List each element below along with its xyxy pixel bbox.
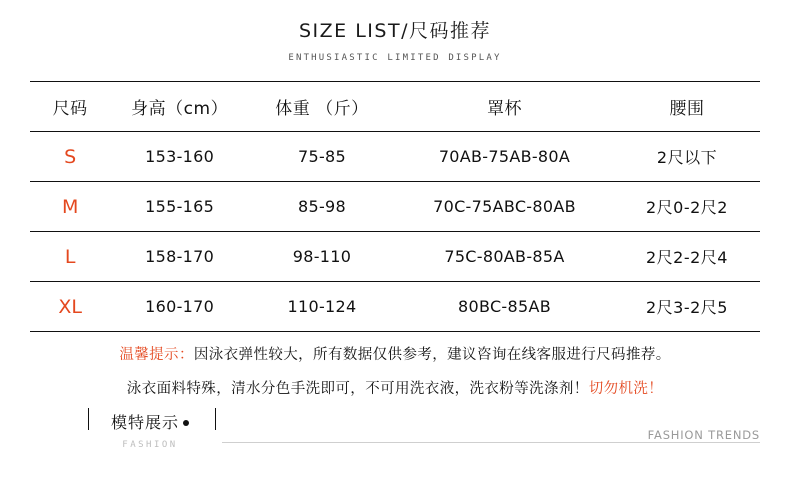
cell-height: 158-170 — [110, 232, 249, 282]
bullet-dot-icon — [183, 420, 189, 426]
cell-weight: 85-98 — [249, 182, 395, 232]
size-table-container — [30, 81, 760, 332]
cell-waist: 2尺2-2尺4 — [614, 232, 760, 282]
cell-height: 160-170 — [110, 282, 249, 332]
cell-cup: 80BC-85AB — [395, 282, 614, 332]
cell-cup: 75C-80AB-85A — [395, 232, 614, 282]
tip-line — [30, 345, 760, 365]
footer-brand: FASHION TRENDS — [640, 428, 760, 442]
column-header-height: 身高（cm） — [110, 82, 249, 132]
cell-weight: 98-110 — [249, 232, 395, 282]
column-header-waist: 腰围 — [614, 82, 760, 132]
cell-weight: 75-85 — [249, 132, 395, 182]
column-header-cup: 罩杯 — [395, 82, 614, 132]
table-row — [30, 232, 760, 282]
cell-waist: 2尺0-2尺2 — [614, 182, 760, 232]
cell-waist: 2尺3-2尺5 — [614, 282, 760, 332]
table-row — [30, 282, 760, 332]
cell-height: 153-160 — [110, 132, 249, 182]
care-line — [30, 379, 760, 399]
notes-section — [30, 345, 760, 400]
footer-bracket-left — [88, 408, 89, 430]
page-subtitle: ENTHUSIASTIC LIMITED DISPLAY — [288, 53, 502, 63]
size-table — [30, 81, 760, 332]
tip-text: 因泳衣弹性较大，所有数据仅供参考，建议咨询在线客服进行尺码推荐。 — [193, 347, 671, 363]
footer-divider — [222, 442, 760, 443]
cell-waist: 2尺以下 — [614, 132, 760, 182]
footer-section-label-cn — [90, 410, 210, 433]
cell-cup: 70C-75ABC-80AB — [395, 182, 614, 232]
footer — [0, 410, 790, 462]
cell-size: XL — [30, 282, 110, 332]
footer-bracket-right — [215, 408, 216, 430]
tip-label: 温馨提示： — [119, 347, 194, 363]
cell-weight: 110-124 — [249, 282, 395, 332]
care-text: 泳衣面料特殊，清水分色手洗即可，不可用洗衣液，洗衣粉等洗涤剂！ — [126, 381, 589, 398]
table-row — [30, 182, 760, 232]
cell-cup: 70AB-75AB-80A — [395, 132, 614, 182]
footer-section-label-text: 模特展示 — [110, 413, 179, 432]
footer-section-label-en: FASHION — [122, 440, 178, 450]
column-header-size: 尺码 — [30, 82, 110, 132]
cell-size: M — [30, 182, 110, 232]
care-warning: 切勿机洗！ — [588, 381, 664, 398]
cell-size: L — [30, 232, 110, 282]
table-header-row — [30, 82, 760, 132]
table-row — [30, 132, 760, 182]
cell-height: 155-165 — [110, 182, 249, 232]
cell-size: S — [30, 132, 110, 182]
footer-section-label — [90, 410, 210, 450]
column-header-weight: 体重 （斤） — [249, 82, 395, 132]
page-title: SIZE LIST/尺码推荐 — [299, 20, 491, 42]
